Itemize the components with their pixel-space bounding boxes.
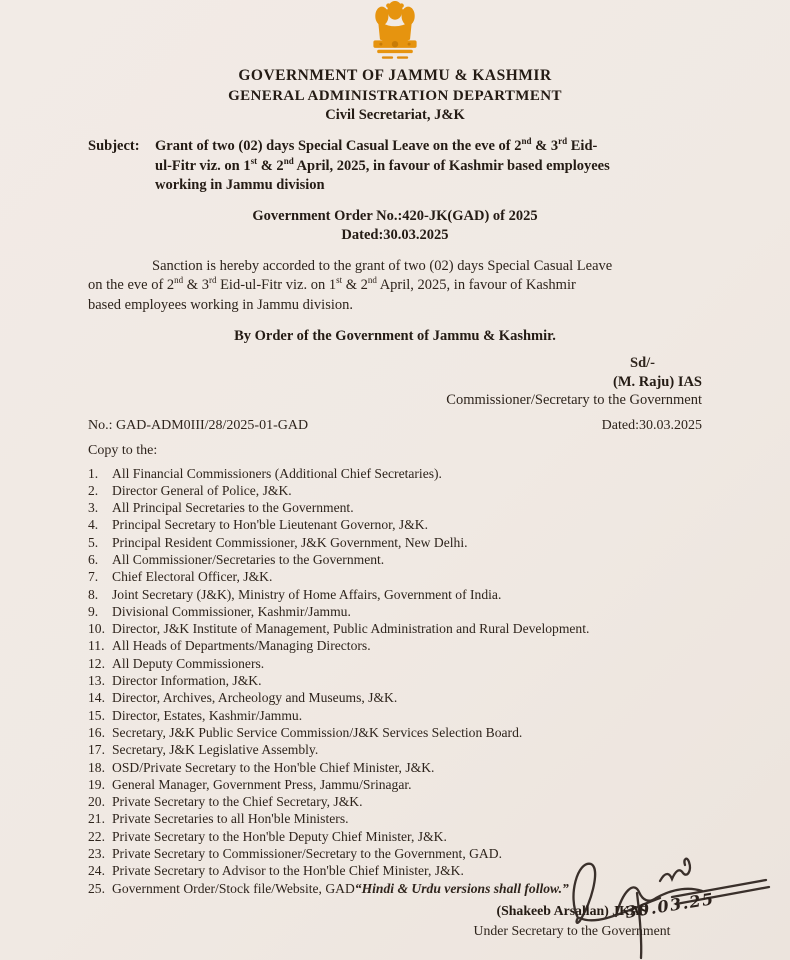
signatory-name: (M. Raju) IAS: [612, 373, 702, 390]
list-item: 2. Director General of Police, J&K.: [88, 482, 292, 498]
handwritten-date: 30.03.25: [624, 889, 716, 922]
copy-to-list: [88, 465, 702, 897]
by-order-line: By Order of the Government of Jammu & Kashmir.: [234, 328, 556, 344]
reference-row: [88, 418, 702, 434]
government-name: GOVERNMENT OF JAMMU & KASHMIR: [238, 67, 552, 84]
list-item: 11. All Heads of Departments/Managing Directors.: [88, 638, 371, 654]
reference-number: No.: GAD-ADM0III/28/2025-01-GAD: [88, 417, 309, 433]
letterhead: [88, 0, 702, 124]
order-date: Dated:30.03.2025: [341, 226, 449, 243]
list-item: 22. Private Secretary to the Hon'ble Deputy Chief Minister, J&K.: [88, 828, 447, 844]
footer-signatory-name: (Shakeeb Arsallan) JKAS: [496, 903, 648, 918]
list-item: 14. Director, Archives, Archeology and Museums, J&K.: [88, 690, 398, 706]
sanction-paragraph: Sanction is hereby accorded to the grant of two (02) days Special Casual Leave on the eve of 2nd & 3rd Eid-ul-Fitr viz. on 1st & 2nd April, 2025, in favour of Kashmir based employees working in Jammu division.: [88, 257, 613, 313]
list-item: 17. Secretary, J&K Legislative Assembly.: [88, 742, 319, 758]
list-item: 19. General Manager, Government Press, Jammu/Srinagar.: [88, 776, 412, 792]
reference-date: Dated:30.03.2025: [601, 417, 702, 433]
order-number: Government Order No.:420-JK(GAD) of 2025: [252, 207, 538, 224]
copy-to-heading: Copy to the:: [88, 442, 158, 458]
list-item: 10. Director, J&K Institute of Management, Public Administration and Rural Development.: [88, 621, 590, 637]
list-item: 21. Private Secretaries to all Hon'ble Ministers.: [88, 811, 349, 827]
subject-label: Subject:: [88, 138, 140, 154]
list-item: 6. All Commissioner/Secretaries to the Government.: [88, 551, 385, 567]
list-item: 25. Government Order/Stock file/Website, GAD “Hindi & Urdu versions shall follow.”: [88, 880, 569, 896]
list-item: 5. Principal Resident Commissioner, J&K Government, New Delhi.: [88, 534, 468, 550]
list-item: 23. Private Secretary to Commissioner/Secretary to the Government, GAD.: [88, 846, 502, 862]
subject-block: [88, 137, 702, 196]
secretariat-line: Civil Secretariat, J&K: [325, 107, 465, 123]
signatory-designation: Commissioner/Secretary to the Government: [446, 392, 702, 408]
list-item: 12. All Deputy Commissioners.: [88, 655, 265, 671]
list-item: 13. Director Information, J&K.: [88, 673, 262, 689]
subject-text: Grant of two (02) days Special Casual Leave on the eve of 2nd & 3rd Eid- ul-Fitr viz. on 1st & 2nd April, 2025, in favour of Kashmir based employees working in Jammu division: [155, 136, 610, 193]
list-item: 3. All Principal Secretaries to the Government.: [88, 500, 354, 516]
sd-mark: Sd/-: [630, 355, 655, 371]
list-item: 1. All Financial Commissioners (Additional Chief Secretaries).: [88, 465, 442, 481]
list-item: 8. Joint Secretary (J&K), Ministry of Home Affairs, Government of India.: [88, 586, 502, 602]
list-item: 9. Divisional Commissioner, Kashmir/Jammu.: [88, 603, 351, 619]
list-item: 20. Private Secretary to the Chief Secretary, J&K.: [88, 794, 363, 810]
footer-signatory-designation: Under Secretary to the Government: [473, 922, 671, 938]
list-item: 7. Chief Electoral Officer, J&K.: [88, 569, 273, 585]
emblem-motto-text: [382, 56, 408, 58]
list-item: 18. OSD/Private Secretary to the Hon'ble Chief Minister, J&K.: [88, 759, 435, 775]
list-item: 15. Director, Estates, Kashmir/Jammu.: [88, 707, 303, 723]
list-item: 24. Private Secretary to Advisor to the Hon'ble Chief Minister, J&K.: [88, 863, 464, 879]
department-name: GENERAL ADMINISTRATION DEPARTMENT: [228, 88, 562, 104]
list-item: 16. Secretary, J&K Public Service Commission/J&K Services Selection Board.: [88, 724, 523, 740]
ashoka-emblem-icon: [355, 0, 435, 62]
signatory-block: [88, 354, 702, 410]
list-item: 4. Principal Secretary to Hon'ble Lieutenant Governor, J&K.: [88, 517, 428, 533]
